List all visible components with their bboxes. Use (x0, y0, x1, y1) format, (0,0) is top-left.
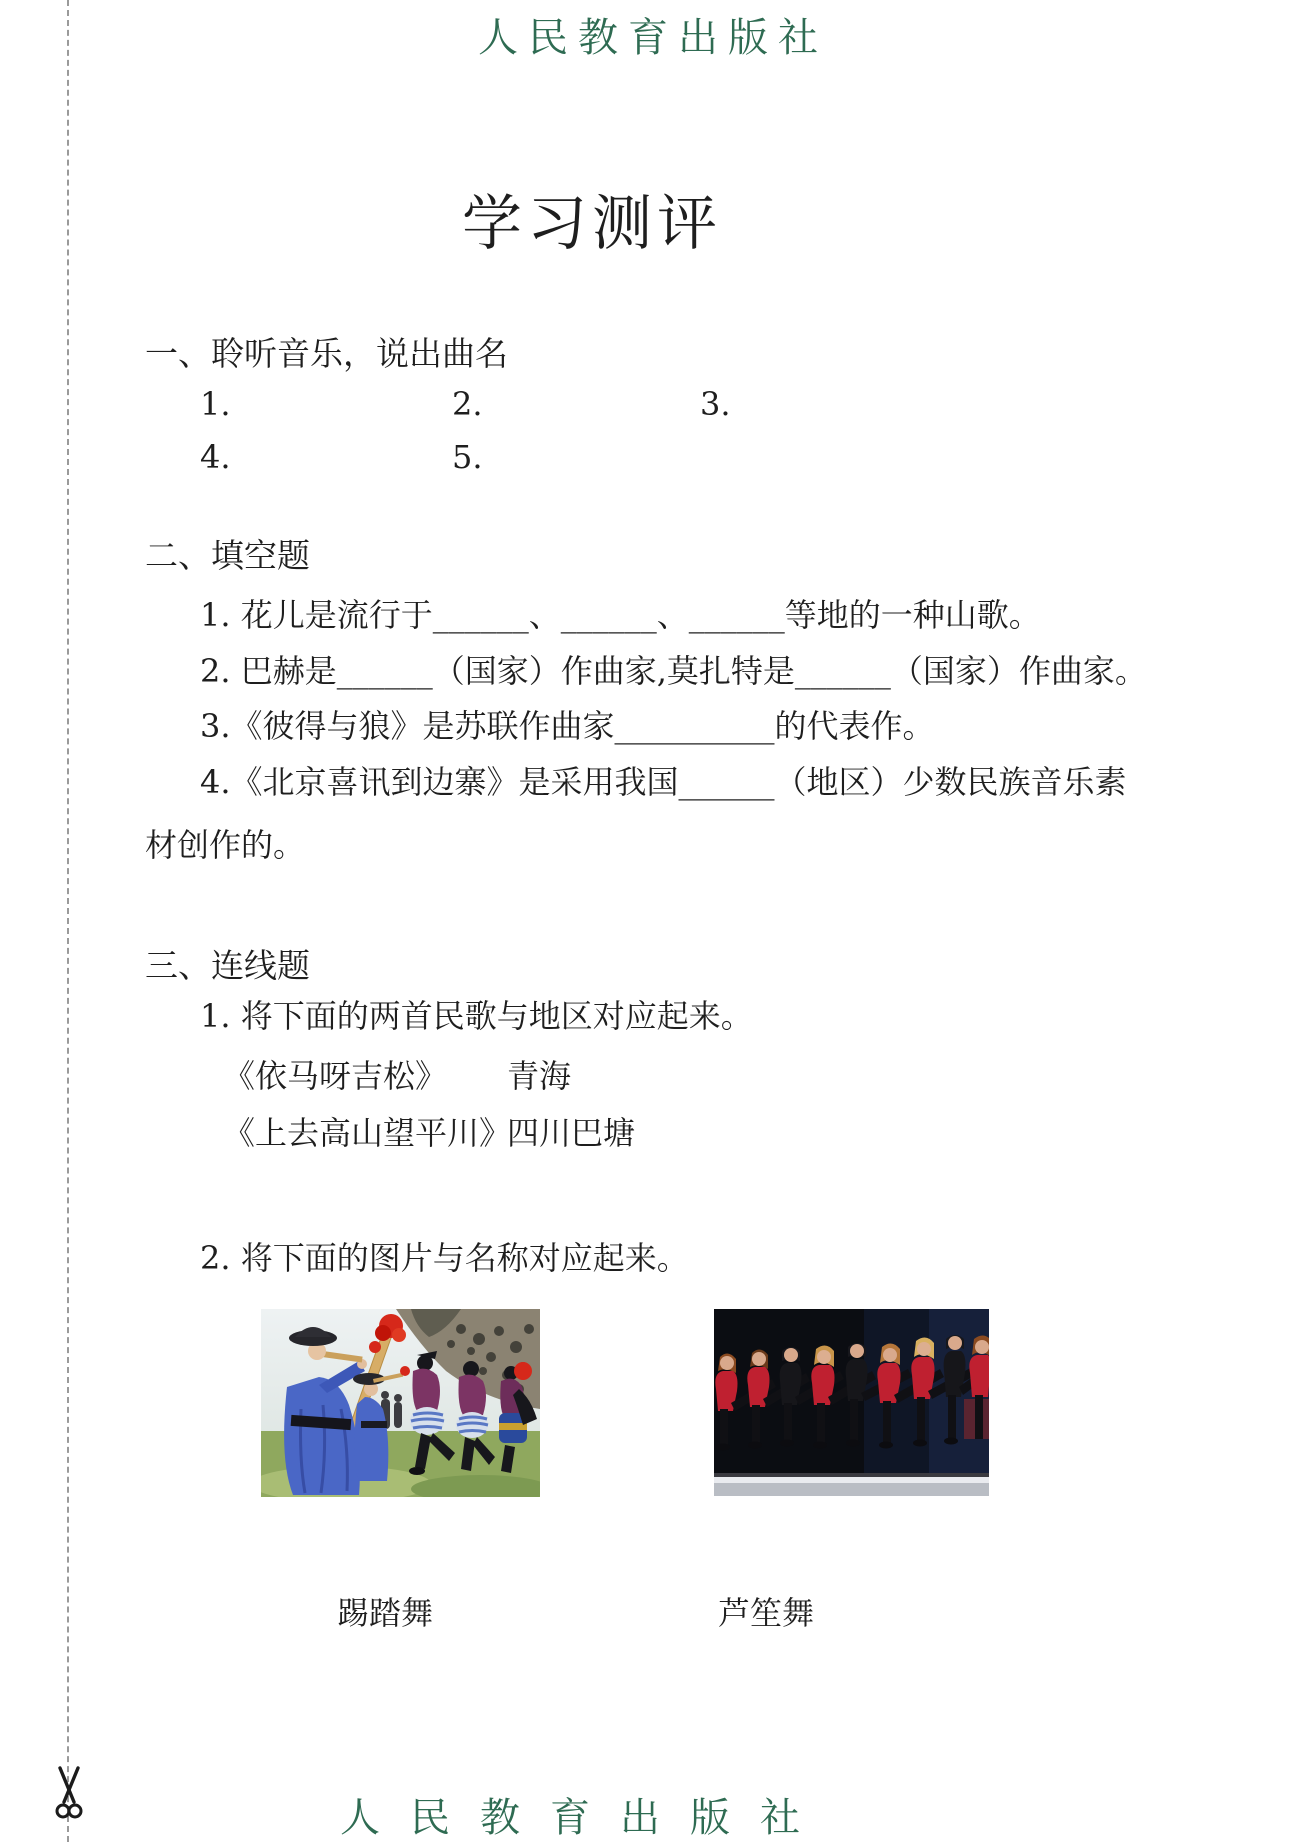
publisher-logo-bottom: 人民教育出版社 (340, 1795, 830, 1841)
tap-dance-photo (714, 1309, 989, 1496)
fill-question-4-line-2: 材创作的。 (145, 826, 306, 864)
photo-label-tap-dance: 踢踏舞 (337, 1594, 434, 1632)
publisher-logo-top: 人民教育出版社 (478, 15, 828, 61)
match-song-2: 《上去高山望平川》 (223, 1114, 512, 1152)
fill-question-2: 2. 巴赫是______（国家）作曲家,莫扎特是______（国家）作曲家。 (200, 652, 1147, 690)
photo-label-lusheng-dance: 芦笙舞 (718, 1594, 815, 1632)
section-listening-heading: 一、聆听音乐，说出曲名 (145, 334, 508, 373)
matching-question-2: 2. 将下面的图片与名称对应起来。 (200, 1239, 689, 1277)
section-fill-heading: 二、填空题 (145, 536, 310, 575)
page-title: 学习测评 (462, 189, 722, 259)
fill-question-3: 3.《彼得与狼》是苏联作曲家__________的代表作。 (200, 707, 935, 745)
scissors-icon (54, 1766, 84, 1826)
section-matching-heading: 三、连线题 (145, 946, 310, 985)
fill-question-1: 1. 花儿是流行于______、______、______等地的一种山歌。 (200, 596, 1041, 634)
listening-item-1: 1. (200, 385, 231, 423)
listening-item-2: 2. (452, 385, 483, 423)
match-region-2: 四川巴塘 (507, 1114, 636, 1152)
cut-line (67, 0, 69, 1842)
match-region-1: 青海 (507, 1057, 572, 1095)
matching-question-1: 1. 将下面的两首民歌与地区对应起来。 (200, 997, 753, 1035)
lusheng-dance-photo (261, 1309, 540, 1497)
listening-item-3: 3. (700, 385, 731, 423)
listening-item-4: 4. (200, 438, 231, 476)
listening-item-5: 5. (452, 438, 483, 476)
match-song-1: 《依马呀吉松》 (223, 1057, 448, 1095)
fill-question-4-line-1: 4.《北京喜讯到边寨》是采用我国______（地区）少数民族音乐素 (200, 763, 1127, 801)
